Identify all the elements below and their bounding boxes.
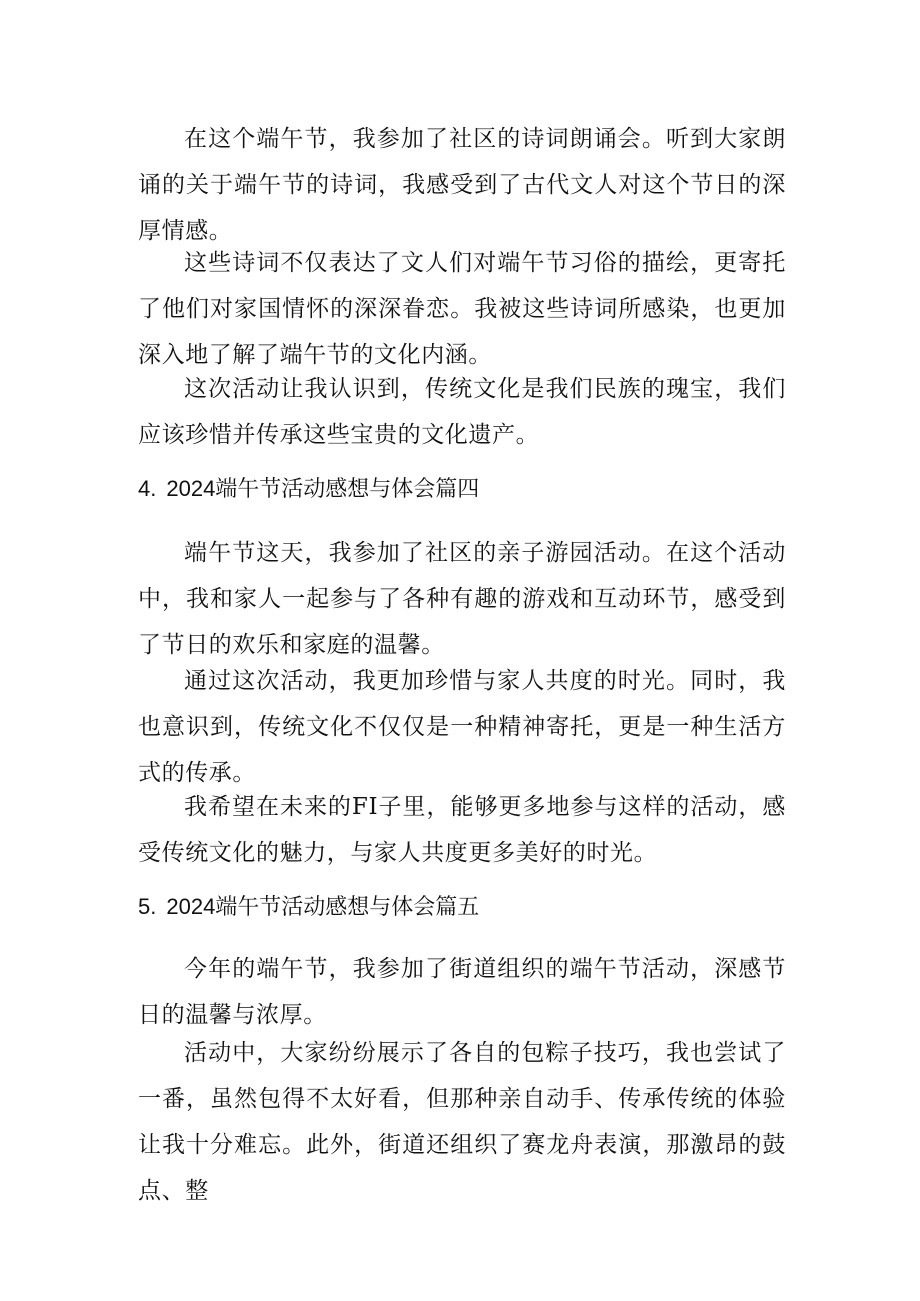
paragraph: 今年的端午节，我参加了街道组织的端午节活动，深感节日的温馨与浓厚。 xyxy=(138,956,786,1028)
paragraph: 在这个端午节，我参加了社区的诗词朗诵会。听到大家朗诵的关于端午节的诗词，我感受到了古代文人对这个节日的深厚情感。 xyxy=(138,126,786,244)
section-heading-4 xyxy=(138,474,479,504)
paragraph: 这些诗词不仅表达了文人们对端午节习俗的描绘，更寄托了他们对家国情怀的深深眷恋。我被这些诗词所感染，也更加深入地了解了端午节的文化内涵。 xyxy=(138,250,786,368)
section-title: 2024端午节活动感想与体会篇四 xyxy=(166,476,480,501)
paragraph: 端午节这天，我参加了社区的亲子游园活动。在这个活动中，我和家人一起参与了各种有趣的游戏和互动环节，感受到了节日的欢乐和家庭的温馨。 xyxy=(138,540,786,658)
paragraph: 通过这次活动，我更加珍惜与家人共度的时光。同时，我也意识到，传统文化不仅仅是一种精神寄托，更是一种生活方式的传承。 xyxy=(138,668,786,786)
section-number: 4. xyxy=(138,476,157,501)
section-title: 2024端午节活动感想与体会篇五 xyxy=(166,894,480,919)
paragraph: 这次活动让我认识到，传统文化是我们民族的瑰宝，我们应该珍惜并传承这些宝贵的文化遗产。 xyxy=(138,376,786,448)
paragraph: 我希望在未来的FI子里，能够更多地参与这样的活动，感受传统文化的魅力，与家人共度更多美好的时光。 xyxy=(138,794,786,866)
section-heading-5 xyxy=(138,892,479,922)
paragraph: 活动中，大家纷纷展示了各自的包粽子技巧，我也尝试了一番，虽然包得不太好看，但那种亲自动手、传承传统的体验让我十分难忘。此外，街道还组织了赛龙舟表演，那激昂的鼓点、整 xyxy=(138,1040,786,1204)
section-number: 5. xyxy=(138,894,157,919)
